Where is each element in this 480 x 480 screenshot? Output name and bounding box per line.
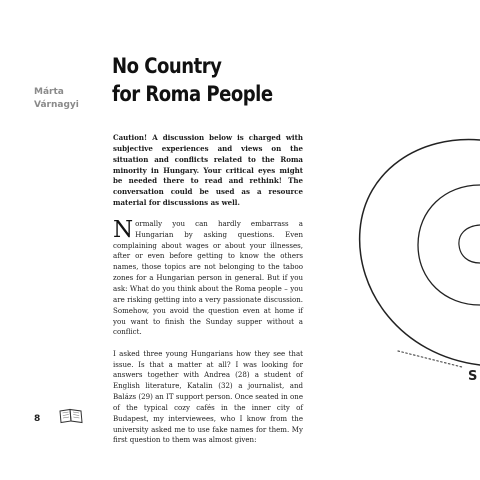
intro-paragraph: Caution! A discussion below is charged with subjective experiences and views on the situation and conflicts related to the Roma minority in Hungary. Your critical eyes might be needed there to read and rethink! The conversation could be used as a resource material for discussions as well. <box>113 133 303 208</box>
open-book-icon <box>58 408 84 424</box>
body-paragraph-1 <box>113 216 303 338</box>
article-body <box>113 133 303 457</box>
author-name <box>34 86 104 112</box>
hand-drawn-swirl-illustration <box>340 130 480 390</box>
body-paragraph-2: I asked three young Hungarians how they see that issue. Is that a matter at all? I was looking for answers together with Andrea (28) a student of English literature, Katalin (32) a journalist, and Balázs (29) an IT support person. Once seated in one of the typical cozy cafés in the inner city of Budapest, my interviewees, who I know from the university asked me to use fake names for them. My first question to them was almost given: <box>113 348 303 445</box>
author-last-name: Várnagyi <box>34 100 79 110</box>
illustration-partial-letter: S <box>468 369 478 384</box>
author-first-name: Márta <box>34 87 64 97</box>
article-title <box>112 52 318 108</box>
title-line-2: for Roma People <box>112 82 273 106</box>
page-number: 8 <box>34 414 41 424</box>
drop-cap: N <box>113 216 134 243</box>
title-line-1: No Country <box>112 54 222 78</box>
body-paragraph-1-text: ormally you can hardly embarrass a Hungarian by asking questions. Even complaining about wages or about your illnesses, after or even before getting to know the others names, those topics are not belonging to the taboo zones for a Hungarian person in general. But if you ask: What do you think about the Roma people – you are risking getting into a very passionate discussion. Somehow, you avoid the question even at home if you want to finish the Sunday supper without a conflict. <box>113 218 303 337</box>
